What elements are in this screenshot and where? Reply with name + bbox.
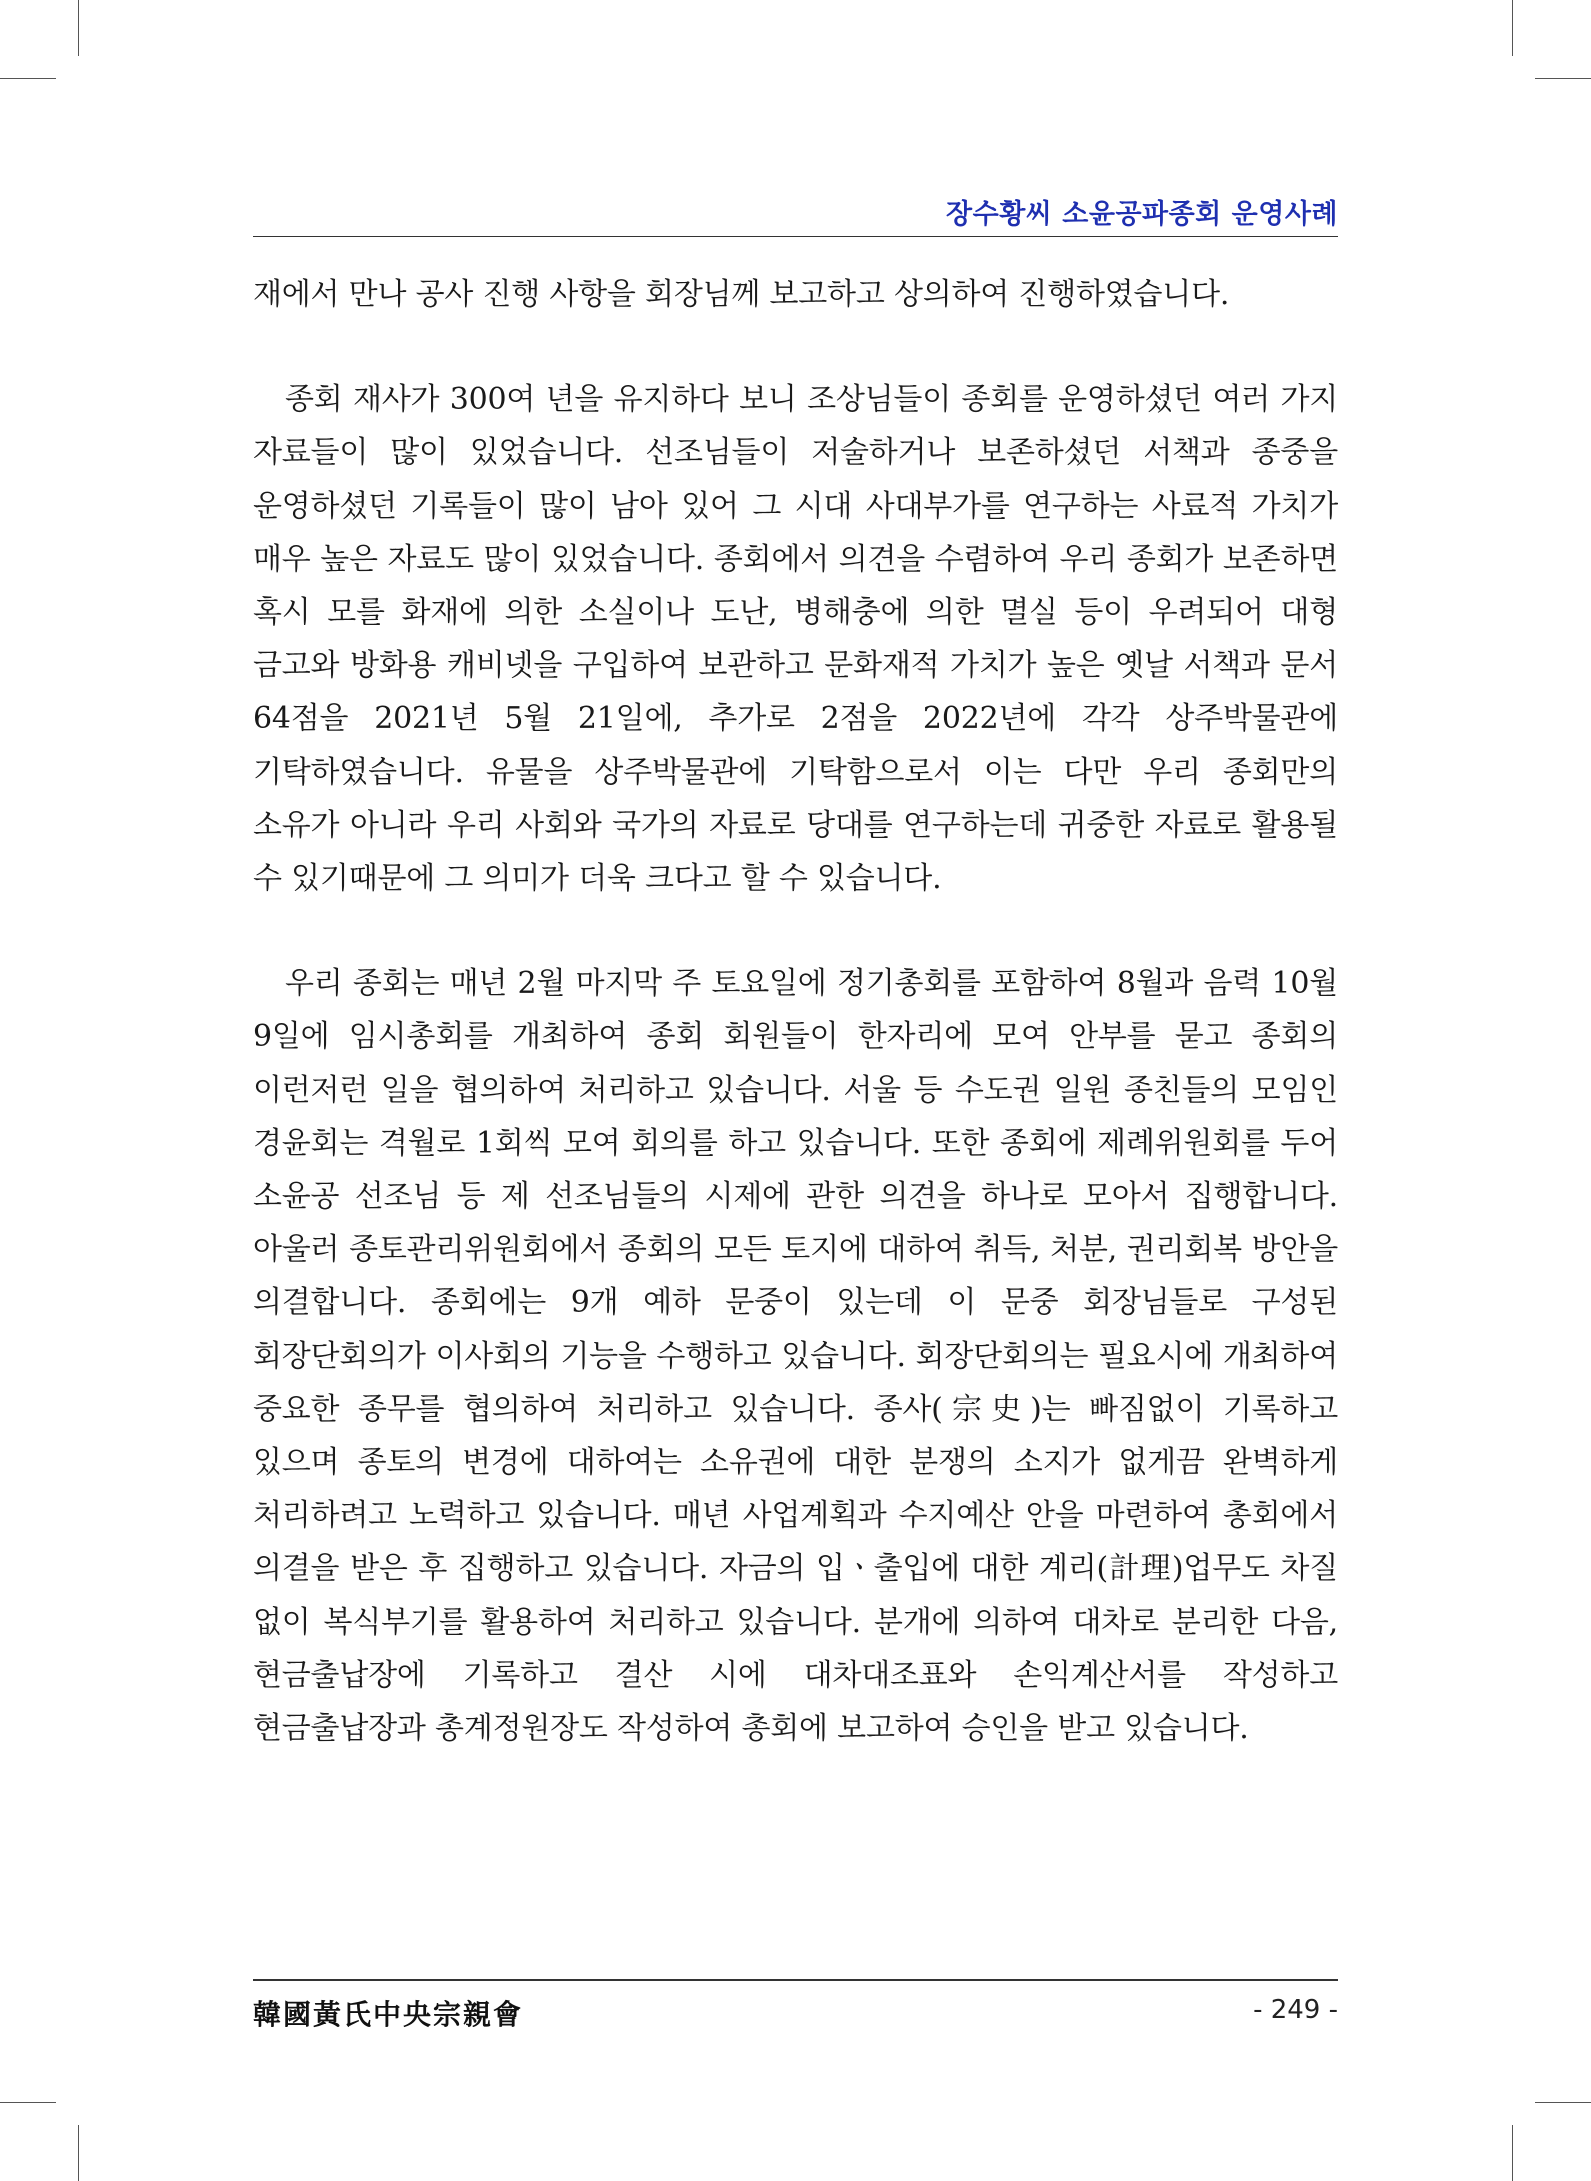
running-header-title: 장수황씨 소윤공파종회 운영사례 xyxy=(946,199,1338,230)
body-paragraph: 재에서 만나 공사 진행 사항을 회장님께 보고하고 상의하여 진행하였습니다. xyxy=(253,277,1230,312)
header-divider xyxy=(253,236,1338,237)
footer-organization-name: 韓國黃氏中央宗親會 xyxy=(253,1998,524,2031)
crop-mark xyxy=(1535,2102,1591,2103)
footer-divider xyxy=(253,1979,1338,1981)
crop-mark xyxy=(0,2102,56,2103)
crop-mark xyxy=(1512,2125,1513,2181)
page-body xyxy=(253,268,1338,1755)
crop-mark xyxy=(1512,0,1513,56)
crop-mark xyxy=(78,0,79,56)
crop-mark xyxy=(78,2125,79,2181)
crop-mark xyxy=(0,78,56,79)
page-number: - 249 - xyxy=(1253,1995,1338,2025)
body-paragraph: 종회 재사가 300여 년을 유지하다 보니 조상님들이 종회를 운영하셨던 여러 가지 자료들이 많이 있었습니다. 선조님들이 저술하거나 보존하셨던 서책과 종중을 운영하셨던 기록들이 많이 남아 있어 그 시대 사대부가를 연구하는 사료적 가치가 매우 높은 자료도 많이 있었습니다. 종회에서 의견을 수렴하여 우리 종회가 보존하면 혹시 모를 화재에 의한 소실이나 도난, 병해충에 의한 멸실 등이 우려되어 대형 금고와 방화용 캐비넷을 구입하여 보관하고 문화재적 가치가 높은 옛날 서책과 문서 64점을 2021년 5월 21일에, 추가로 2점을 2022년에 각각 상주박물관에 기탁하였습니다. 유물을 상주박물관에 기탁함으로서 이는 다만 우리 종회만의 소유가 아니라 우리 사회와 국가의 자료로 당대를 연구하는데 귀중한 자료로 활용될 수 있기때문에 그 의미가 더욱 크다고 할 수 있습니다. xyxy=(253,382,1338,897)
crop-mark xyxy=(1535,78,1591,79)
body-paragraph: 우리 종회는 매년 2월 마지막 주 토요일에 정기총회를 포함하여 8월과 음력 10월 9일에 임시총회를 개최하여 종회 회원들이 한자리에 모여 안부를 묻고 종회의 이런저런 일을 협의하여 처리하고 있습니다. 서울 등 수도권 일원 종친들의 모임인 경윤회는 격월로 1회씩 모여 회의를 하고 있습니다. 또한 종회에 제례위원회를 두어 소윤공 선조님 등 제 선조님들의 시제에 관한 의견을 하나로 모아서 집행합니다. 아울러 종토관리위원회에서 종회의 모든 토지에 대하여 취득, 처분, 권리회복 방안을 의결합니다. 종회에는 9개 예하 문중이 있는데 이 문중 회장님들로 구성된 회장단회의가 이사회의 기능을 수행하고 있습니다. 회장단회의는 필요시에 개최하여 중요한 종무를 협의하여 처리하고 있습니다. 종사(宗史)는 빠짐없이 기록하고 있으며 종토의 변경에 대하여는 소유권에 대한 분쟁의 소지가 없게끔 완벽하게 처리하려고 노력하고 있습니다. 매년 사업계획과 수지예산 안을 마련하여 총회에서 의결을 받은 후 집행하고 있습니다. 자금의 입ㆍ출입에 대한 계리(計理)업무도 차질 없이 복식부기를 활용하여 처리하고 있습니다. 분개에 의하여 대차로 분리한 다음, 현금출납장에 기록하고 결산 시에 대차대조표와 손익계산서를 작성하고 현금출납장과 총계정원장도 작성하여 총회에 보고하여 승인을 받고 있습니다. xyxy=(253,966,1338,1747)
